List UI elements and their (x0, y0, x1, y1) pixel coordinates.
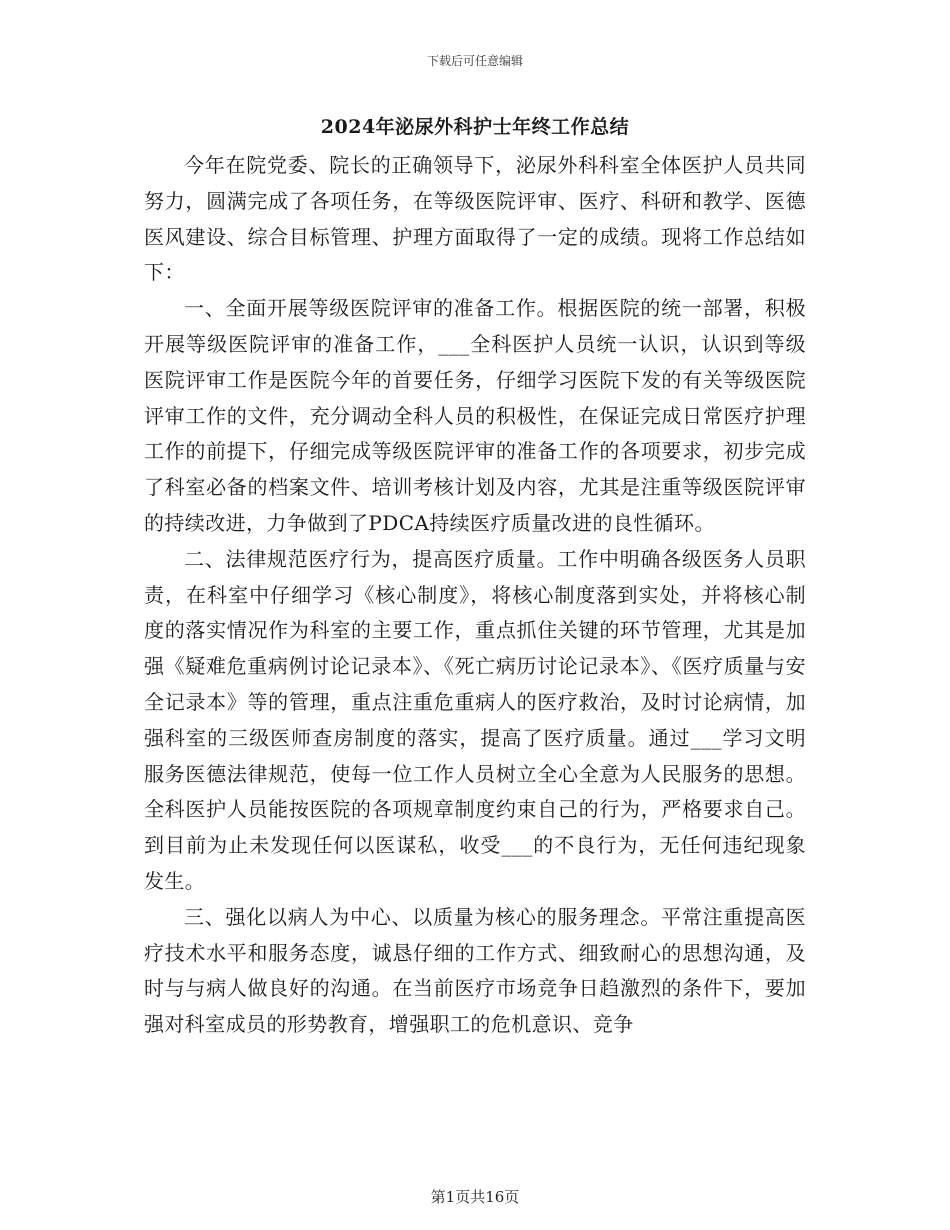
paragraph-section-3: 三、强化以病人为中心、以质量为核心的服务理念。平常注重提高医疗技术水平和服务态度，诚恳仔细的工作方式、细致耐心的思想沟通，及时与与病人做良好的沟通。在当前医疗市场竞争日趋激烈的条件下，要加强对科室成员的形势教育，增强职工的危机意识、竞争 (144, 904, 806, 1037)
document-title: 2024年泌尿外科护士年终工作总结 (320, 116, 630, 138)
page-header-note: 下载后可任意编辑 (426, 54, 523, 68)
page-number: 第1页共16页 (430, 1188, 520, 1206)
document-body (144, 148, 806, 1043)
paragraph-section-1: 一、全面开展等级医院评审的准备工作。根据医院的统一部署，积极开展等级医院评审的准备工作，___全科医护人员统一认识，认识到等级医院评审工作是医院今年的首要任务，仔细学习医院下发的有关等级医院评审工作的文件，充分调动全科人员的积极性，在保证完成日常医疗护理工作的前提下，仔细完成等级医院评审的准备工作的各项要求，初步完成了科室必备的档案文件、培训考核计划及内容，尤其是注重等级医院评审的持续改进，力争做到了PDCA持续医疗质量改进的良性循环。 (144, 296, 806, 535)
paragraph-intro: 今年在院党委、院长的正确领导下，泌尿外科科室全体医护人员共同努力，圆满完成了各项任务，在等级医院评审、医疗、科研和教学、医德医风建设、综合目标管理、护理方面取得了一定的成绩。现将工作总结如下： (144, 153, 806, 285)
paragraph-section-2: 二、法律规范医疗行为，提高医疗质量。工作中明确各级医务人员职责，在科室中仔细学习《核心制度》，将核心制度落到实处，并将核心制度的落实情况作为科室的主要工作，重点抓住关键的环节管理，尤其是加强《疑难危重病例讨论记录本》、《死亡病历讨论记录本》、《医疗质量与安全记录本》等的管理，重点注重危重病人的医疗救治，及时讨论病情，加强科室的三级医师查房制度的落实，提高了医疗质量。通过___学习文明服务医德法律规范，使每一位工作人员树立全心全意为人民服务的思想。全科医护人员能按医院的各项规章制度约束自己的行为，严格要求自己。到目前为止未发现任何以医谋私，收受___的不良行为，无任何违纪现象发生。 (144, 546, 806, 893)
